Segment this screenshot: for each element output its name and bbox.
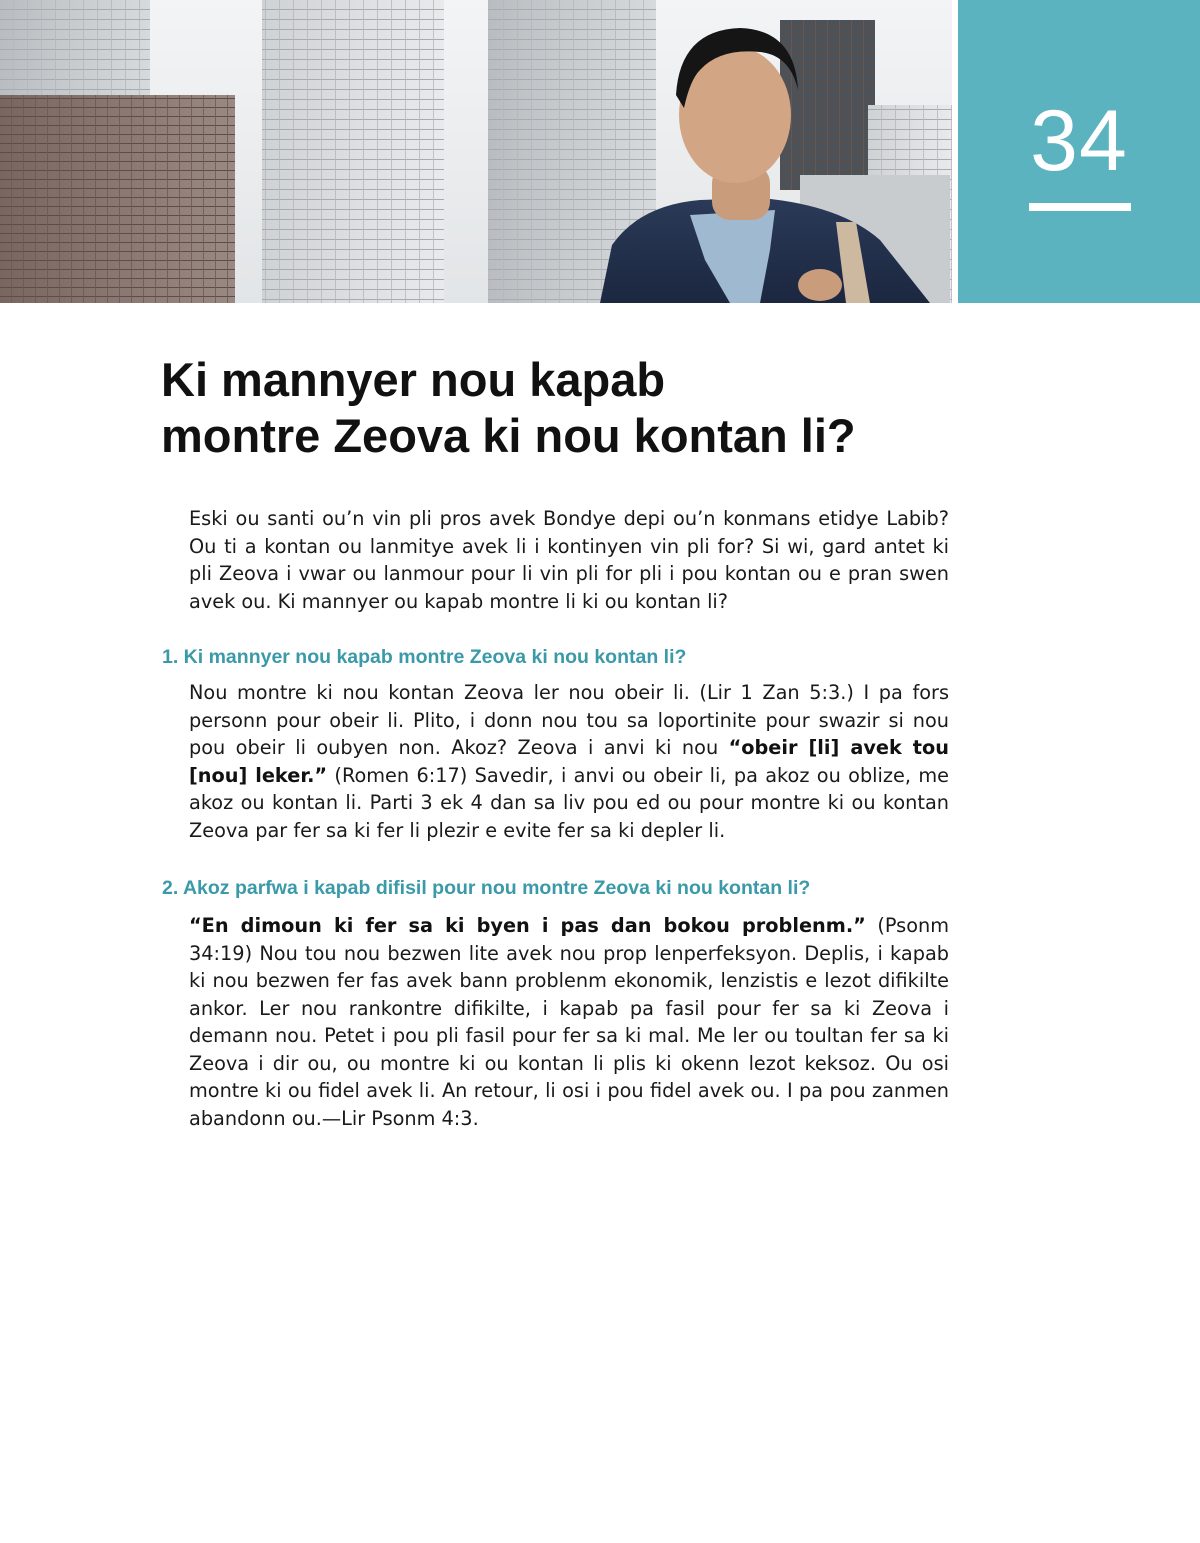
section-2-text-b: (Psonm 34:19) Nou tou nou bezwen lite avek nou prop lenperfeksyon. Deplis, i kapab ki nou bezwen fer fas avek bann problenm ekonomik, lenzistis e lezot difikilte ankor. Ler nou rankontre difikilte, i kapab pa fasil pour fer sa ki Zeova i demann nou. Petet i pou pli fasil pour fer sa ki mal. Me ler ou toultan fer sa ki Zeova i dir ou, ou montre ki ou kontan li plis ki okenn lezot keksoz. Ou osi montre ki ou fidel avek li. An retour, li osi i pou fidel avek ou. I pa pou zanmen abandonn ou.—Lir Psonm 4:3.	[189, 914, 950, 1130]
section-1-text-b: (Romen 6:17) Savedir, i anvi ou obeir li, pa akoz ou oblize, me akoz ou kontan li. Parti 3 ek 4 dan sa liv pou ed ou pour montre ki ou kontan Zeova par fer sa ki fer li plezir e evite fer sa ki depler li.	[189, 763, 949, 842]
section-1-quote: “obeir [li] avek tou [nou] leker.”	[189, 736, 949, 787]
lesson-number: 34	[1030, 93, 1128, 189]
header-photo	[0, 0, 952, 303]
page-title	[161, 352, 1041, 464]
section-2-heading: 2. Akoz parfwa i kapab difisil pour nou montre Zeova ki nou kontan li?	[162, 877, 811, 899]
section-2-quote: “En dimoun ki fer sa ki byen i pas dan bokou problenm.”	[189, 914, 866, 937]
section-1-heading: 1. Ki mannyer nou kapab montre Zeova ki nou kontan li?	[162, 646, 687, 668]
section-2-paragraph	[189, 912, 949, 1132]
section-1-text-a: Nou montre ki nou kontan Zeova ler nou obeir li. (Lir 1 Zan 5:3.) I pa fors personn pour obeir li. Plito, i donn nou tou sa loportinite pour swazir si nou pou obeir li oubyen non. Akoz? Zeova i anvi ki nou	[189, 681, 949, 759]
man-city-photo-icon	[0, 0, 952, 303]
page-title-line-1: Ki mannyer nou kapab	[161, 353, 666, 406]
page-title-line-2: montre Zeova ki nou kontan li?	[161, 409, 856, 462]
intro-paragraph: Eski ou santi ou’n vin pli pros avek Bondye depi ou’n konmans etidye Labib? Ou ti a kontan ou lanmitye avek li i kontinyen vin pli for? Si wi, gard antet ki pli Zeova i vwar ou lanmour pour li vin pli for pli i pou kontan ou e pran swen avek ou. Ki mannyer ou kapab montre li ki ou kontan li?	[189, 507, 949, 613]
lesson-number-box	[958, 0, 1200, 303]
lesson-number-underline	[1029, 203, 1131, 211]
section-1-paragraph	[189, 679, 949, 844]
